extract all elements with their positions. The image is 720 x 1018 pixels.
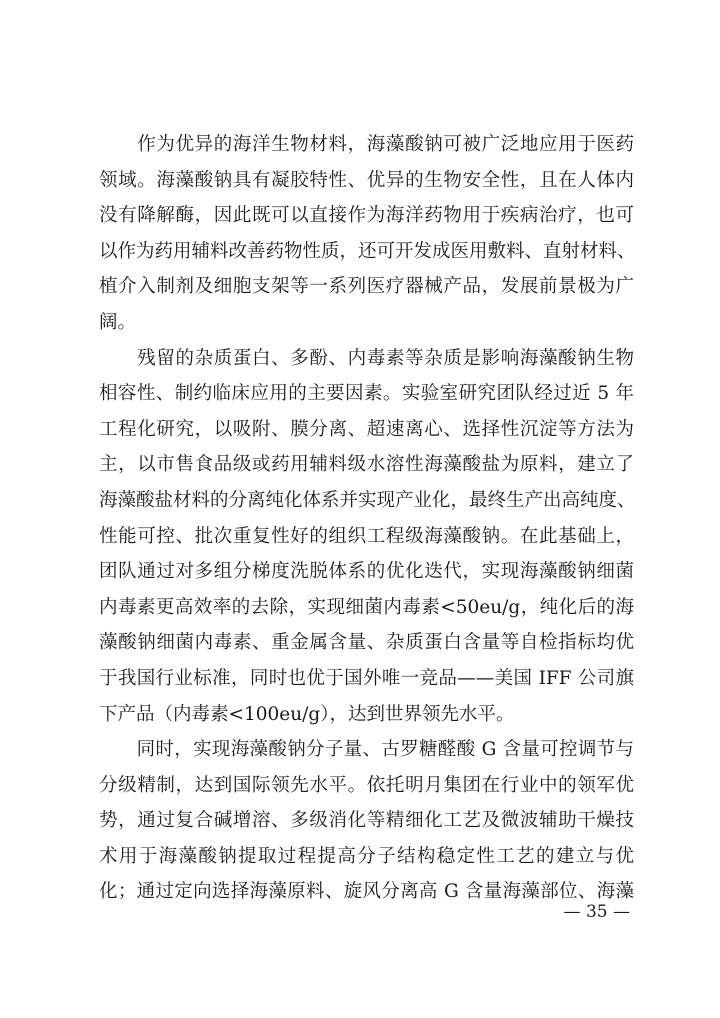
page-number: — 35 — (563, 902, 630, 922)
text-line: 以作为药用辅料改善药物性质，还可开发成医用敷料、直射材料、 (99, 240, 636, 262)
text-line: 海藻酸盐材料的分离纯化体系并实现产业化，最终生产出高纯度、 (99, 489, 636, 511)
text-line: 势，通过复合碱增溶、多级消化等精细化工艺及微波辅助干燥技 (99, 810, 634, 832)
text-line: 主，以市售食品级或药用辅料级水溶性海藻酸盐为原料，建立了 (99, 454, 634, 476)
text-line: 残留的杂质蛋白、多酚、内毒素等杂质是影响海藻酸钠生物 (99, 347, 634, 369)
text-line: 植介入制剂及细胞支架等一系列医疗器械产品，发展前景极为广 (99, 276, 634, 298)
text-line: 于我国行业标准，同时也优于国外唯一竞品——美国 IFF 公司旗 (99, 667, 634, 689)
text-line: 内毒素更高效率的去除，实现细菌内毒素<50eu/g，纯化后的海 (99, 596, 634, 618)
text-line: 团队通过对多组分梯度洗脱体系的优化迭代，实现海藻酸钠细菌 (99, 561, 634, 583)
text-line: 性能可控、批次重复性好的组织工程级海藻酸钠。在此基础上， (99, 525, 634, 547)
text-line: 作为优异的海洋生物材料，海藻酸钠可被广泛地应用于医药 (99, 134, 634, 155)
text-line: 没有降解酶，因此既可以直接作为海洋药物用于疾病治疗，也可 (99, 205, 634, 227)
text-line: 术用于海藻酸钠提取过程提高分子结构稳定性工艺的建立与优 (99, 845, 634, 867)
text-line: 相容性、制约临床应用的主要因素。实验室研究团队经过近 5 年 (99, 383, 634, 405)
text-line: 同时，实现海藻酸钠分子量、古罗糖醛酸 G 含量可控调节与 (99, 739, 634, 761)
paragraph (99, 732, 634, 910)
text-line: 工程化研究，以吸附、膜分离、超速离心、选择性沉淀等方法为 (99, 418, 634, 440)
text-line: 领域。海藻酸钠具有凝胶特性、优异的生物安全性，且在人体内 (99, 169, 634, 191)
body-text (99, 127, 634, 910)
text-line: 下产品（内毒素<100eu/g），达到世界领先水平。 (99, 703, 515, 725)
text-line: 化；通过定向选择海藻原料、旋风分离高 G 含量海藻部位、海藻 (99, 881, 634, 903)
text-line: 分级精制，达到国际领先水平。依托明月集团在行业中的领军优 (99, 774, 634, 796)
text-line: 藻酸钠细菌内毒素、重金属含量、杂质蛋白含量等自检指标均优 (99, 632, 634, 654)
paragraph (99, 341, 634, 733)
text-line: 阔。 (99, 311, 137, 333)
paragraph (99, 127, 634, 341)
